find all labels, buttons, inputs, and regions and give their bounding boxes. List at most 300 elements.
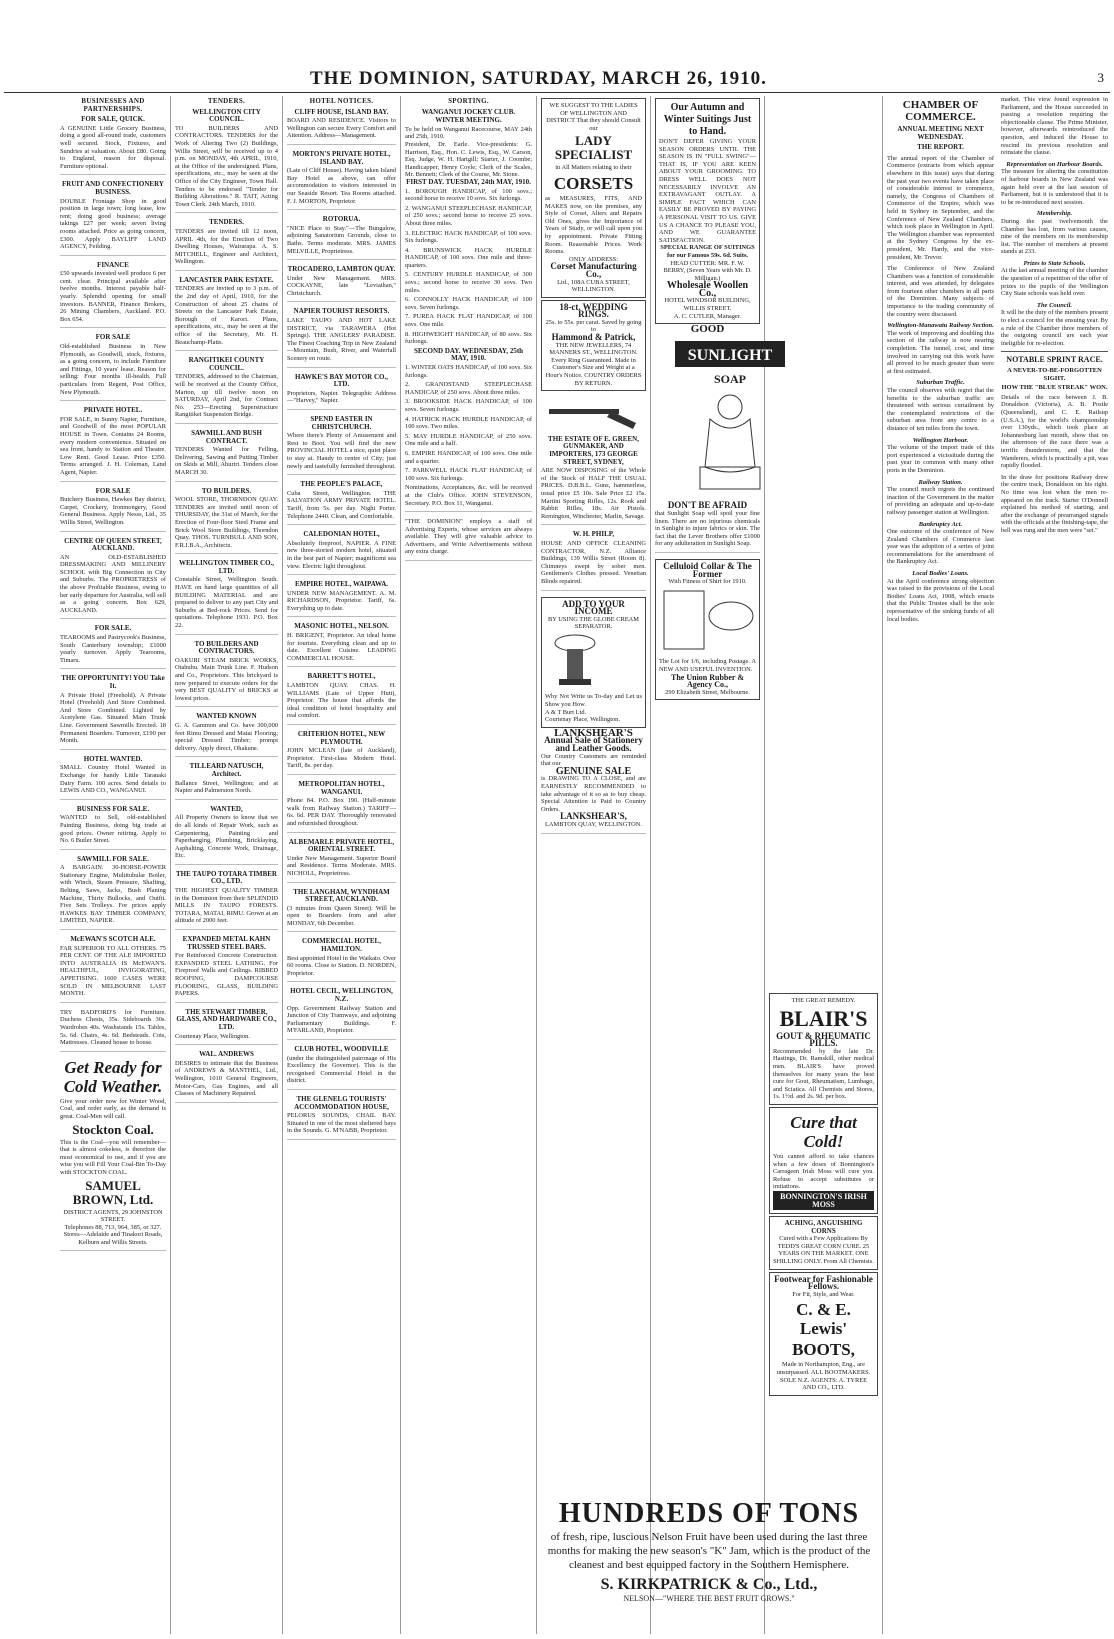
tender-ad: [175, 488, 278, 555]
sunlight-caption: DON'T BE AFRAID: [667, 500, 748, 511]
column-heading: BUSINESSES AND PARTNERSHIPS.: [81, 97, 145, 113]
tender-ad: [175, 277, 278, 351]
business-ad: [60, 625, 166, 669]
hotel-ad-title: MASONIC HOTEL, NELSON.: [294, 622, 389, 631]
race-entry: 8. HIGHWEIGHT HANDICAP, of 80 sovs. Six furlongs.: [405, 330, 532, 346]
boots-product: BOOTS,: [792, 1340, 855, 1360]
business-ad-body: £50 upwards invested well produce 6 per cent. clear. Principal available after twelve months. Interest payable half-yearly. Splendid opening for small investors. BANNER, Finance Brokers, 26 Mining Chambers, Auckland. P.O. Box 654.: [60, 270, 166, 323]
hotel-ad-title: THE PEOPLE'S PALACE,: [300, 480, 383, 489]
corsets-ad: [541, 98, 646, 298]
business-ad-title: SAWMILL FOR SALE.: [77, 854, 149, 863]
race-list: [405, 188, 532, 346]
hotel-ad: [287, 151, 396, 210]
celluloid-address: 299 Elizabeth Street, Melbourne.: [665, 688, 750, 696]
tender-ad-body: Ballance Street, Wellington; and at Napier and Palmerston North.: [175, 779, 278, 795]
race-entry: 1. BOROUGH HANDICAP, of 100 sovs.; second horse to receive 10 sovs. Six furlongs.: [405, 187, 532, 203]
hotel-ad-body: (under the distinguished patronage of His Excellency the Governor). This is the recognised Commercial Hotel in the district.: [287, 1054, 396, 1085]
chamber-column: [885, 96, 996, 1634]
lankshear-body-2: is DRAWING TO A CLOSE, and are EARNESTLY RECOMMENDED to take advantage of it so as to buy cheap. Special Attention is Paid to Country Orders.: [541, 775, 646, 813]
tender-ad: [175, 1051, 278, 1103]
suits-manager: A. C. CUTLER, Manager.: [673, 312, 742, 320]
column-divider: [170, 96, 171, 1634]
business-ad: [60, 856, 166, 930]
business-ad-title: McEWAN'S SCOTCH ALE.: [70, 935, 156, 944]
hotel-ad-body: Absolutely fireproof, NAPIER. A FINE new three-storied modern hotel, situated in the best part of Napier; magnificent sea view. Electric light throughout.: [287, 539, 396, 570]
corns-headline: ACHING, ANGUISHING CORNS: [784, 1219, 863, 1235]
separator-sub: BY USING THE GLOBE CREAM SEPARATOR.: [548, 615, 639, 631]
lankshear-address: LAMBTON QUAY, WELLINGTON.: [545, 820, 642, 828]
tender-ad: [175, 109, 278, 214]
business-ad-body: Old-established Business in New Plymouth, as Goodwill, stock, fixtures, as a going concern, to include Furniture and Fittings, 10 years' lease. Reason for selling: Four months ill-health. Full particulars from Regent, Post Office, New Plymouth.: [60, 343, 166, 396]
hotel-ad: [287, 216, 396, 260]
tender-ad-title: LANCASTER PARK ESTATE.: [179, 275, 274, 284]
market-p3: During the past twelvemonth the Chamber has lost, from various causes, nine of the members on its membership list. The number of members at present stands at 233.: [1001, 217, 1108, 256]
hotel-ad: [287, 938, 396, 982]
corsets-headline: LADY SPECIALIST: [554, 133, 633, 163]
column-divider: [536, 96, 537, 1634]
corsets-intro: WE SUGGEST TO THE LADIES OF WELLINGTON AND DISTRICT That they should Consult our: [546, 102, 641, 132]
gun-illustration-icon: [541, 393, 641, 433]
hotel-ad-body: Under New Management. MRS. COCKAYNE, late "Leviathan," Christchurch.: [287, 274, 396, 297]
kirkpatrick-jam-ad: [536, 1498, 882, 1618]
tender-ad-title: RANGITIKEI COUNTY COUNCIL.: [188, 356, 265, 372]
race-entry: 4. HATRICK HACK HURDLE HANDICAP, of 100 sovs. Two miles.: [405, 415, 532, 431]
day-two: SECOND DAY. WEDNESDAY, 25th MAY, 1910.: [413, 346, 524, 363]
chamber-h-loans: Local Bodies' Loans.: [912, 570, 969, 578]
hotel-ad: [287, 416, 396, 475]
hotel-ad-title: HAWKE'S BAY MOTOR CO., LTD.: [295, 372, 388, 389]
separator-ad: [541, 597, 646, 728]
coal-sub: DISTRICT AGENTS, 29 JOHNSTON STREET.: [63, 1208, 163, 1224]
tender-ad-body: All Property Owners to know that we do all kinds of Repair Work, such as Carpentering, Painting and Paperhanging, Plumbing, Bricklaying, Asphalting, Concrete Work, Drainage, Etc.: [175, 814, 278, 860]
business-ad-title: CENTRE OF QUEEN STREET, AUCKLAND.: [64, 536, 162, 553]
tender-ad-body: OAKURI STEAM BRICK WORKS, Otahuhu. Main Trunk Line. F. Hudson and Co., Proprietors. This brickyard is now prepared to execute orders for the very BEST QUALITY of BRICKS at lowest prices.: [175, 656, 278, 702]
hotel-ad: [287, 988, 396, 1040]
tender-ad-body: For Reinforced Concrete Construction. EXPANDED STEEL LATHING. For Fireproof Walls and Ceilings. RIBBED ROOFING, DAMPCOURSE FLOORING, GLASS, BUILDING PAPERS.: [175, 952, 278, 998]
tender-ad-title: WANTED,: [210, 804, 243, 813]
business-ad-title: FRUIT AND CONFECTIONERY BUSINESS.: [62, 180, 164, 196]
coal-ad: [60, 1058, 166, 1252]
sunlight-top: GOOD: [690, 323, 725, 336]
business-ad-title: PRIVATE HOTEL.: [83, 406, 143, 415]
hotel-ad-body: Best appointed Hotel in the Waikato. Over 60 rooms. Close to Station. D. NORDEN, Proprietor.: [287, 954, 396, 977]
business-ad: [60, 1009, 166, 1052]
chamber-p8: At the April conference strong objection was raised to the provisions of the Local Bodies' Loans Act, 1908, which enacts that the Public Trustee shall be the sole representative of the sinking funds of all local bodies.: [887, 577, 994, 623]
suits-body: DON'T DEFER GIVING YOUR SEASON ORDERS UNTIL THE SEASON IS IN "FULL SWING"—THAT IS, IF YOU ARE KEEN ABOUT YOUR GROOMING. TO DRESS WELL DOES NOT NECESSARILY INVOLVE AN EXTRAVAGANT OUTLAY. A SIMPLE FACT WHICH CAN EASILY BE PROVED BY PAYING A PERSONAL VISIT TO US. GIVE US A CHANCE TO PLEASE YOU, AND WE GUARANTEE SATISFACTION.: [659, 138, 756, 244]
market-p1: market. This view found expression in Parliament, and the House succeeded in passing a resolution requiring the objectionable clause. The Prime Minister, however, afterwards reintroduced the question, and induced the House to rescind its previous resolution and reinstate the clause.: [1001, 96, 1108, 157]
separator-maker: A & T Burt Ltd.: [545, 708, 587, 716]
column-divider: [400, 96, 401, 1634]
hotels-column: [285, 96, 398, 1634]
boots-name: C. & E. Lewis': [796, 1300, 851, 1339]
ads-column-5: [539, 96, 648, 1634]
business-ad-title: FOR SALE, QUICK.: [81, 115, 145, 124]
hotel-ad-title: THE GLENELG TOURISTS' ACCOMMODATION HOUSE,: [294, 1094, 389, 1111]
hotel-ad-title: BARRETT'S HOTEL,: [307, 672, 376, 681]
blair-name: BLAIR'S: [779, 1005, 868, 1031]
blair-body: Recommended by the late Dr. Hastings, Dr. Ramskill, other medical men. BLAIR'S have proved themselves for many years the best cure for Gout, Rheumatism, Lumbago, and Sciatica. All Chemists and Stores, 1s. 1½d. and 2s. 9d. per box.: [773, 1047, 874, 1101]
hotel-ad-body: BOARD AND RESIDENCE. Visitors to Wellington can secure Every Comfort and Attention. Address—Management.: [287, 117, 396, 140]
hotel-ad-title: THE LANGHAM, WYNDHAM STREET, AUCKLAND.: [293, 887, 390, 904]
sunlight-soap-word: SOAP: [713, 371, 747, 386]
business-ad-body: A GENUINE Little Grocery Business, doing a good all-round trade, customers well secured. Stock, Fixtures, and Sundries at valuation. About £80. Going to England, reason for disposal. Furniture optional.: [60, 124, 166, 170]
lankshear-sale: GENUINE SALE: [555, 765, 632, 777]
suits-address: HOTEL WINDSOR BUILDING, WILLIS STREET.: [664, 297, 751, 313]
tender-ad-title: TENDERS.: [209, 218, 244, 227]
celluloid-sub: With Fitness of Shirt for 1910.: [668, 578, 747, 586]
hotel-ad-title: CRITERION HOTEL, NEW PLYMOUTH.: [297, 730, 386, 746]
hotel-ad: [287, 109, 396, 145]
tender-ad-body: TENDERS Wanted for Felling, Delivering, Sawing and Putting Timber on Skids at Mill, Ahuriri. Tenders close MARCH 30.: [175, 446, 278, 476]
separator-illustration-icon: [545, 631, 605, 691]
boots-headline: Footwear for Fashionable Fellows.: [774, 1273, 873, 1292]
hotel-ad-title: CALEDONIAN HOTEL,: [303, 530, 380, 539]
hotel-ad: [287, 374, 396, 410]
rings-sub: THE NEW JEWELLERS, 74 MANNERS ST., WELLINGTON.: [549, 341, 638, 357]
hotel-ad: [287, 889, 396, 933]
cure-product: BONNINGTON'S IRISH MOSS: [773, 1191, 874, 1210]
tender-ad-title: SAWMILL AND BUSH CONTRACT.: [191, 428, 262, 445]
business-ad: [60, 116, 166, 175]
hotel-ad-title: EMPIRE HOTEL, WAIPAWA.: [294, 580, 389, 589]
ads-column-7: [767, 96, 880, 1634]
hotel-ad-body: Opp. Government Railway Station and Junction of City Tramways, and adjoining Parliamentary Buildings. F. M'FARLAND, Proprietor.: [287, 1004, 396, 1035]
chamber-h-station: Railway Station.: [918, 478, 963, 486]
tender-ad: [175, 219, 278, 271]
coal-body-2: This is the Coal—you will remember—that is almost cokeless, is therefore the most economical to use, and if you are wise you will Fill Your Coal-Bin To-Day with STOCKTON COAL.: [60, 1138, 166, 1176]
meeting-intro: To be held on Wanganui Racecourse, MAY 24th and 25th, 1910.: [405, 125, 532, 141]
business-ad: [60, 262, 166, 329]
hotel-ad-title: METROPOLITAN HOTEL, WANGANUI.: [298, 779, 385, 796]
hotel-ad-body: (Late of Cliff House). Having taken Island Bay Hotel as above, can offer accommodation to visitors interested in our Seaside Resort. Tea Rooms attached. F. J. MORTON, Proprietor.: [287, 167, 396, 205]
lankshear-body: Our Country Customers are reminded that our: [541, 752, 646, 768]
business-ad-title: FOR SALE: [95, 486, 131, 495]
chamber-headline: CHAMBER OF COMMERCE.: [902, 99, 979, 123]
corsets-only: ONLY ADDRESS:: [568, 255, 618, 263]
hotel-ad-title: CLUB HOTEL, WOODVILLE: [294, 1045, 389, 1053]
hotel-ad-body: PELORUS SOUNDS, CHAIL BAY. Situated in one of the most sheltered bays in the Sounds. G. M'NABB, Proprietor.: [287, 1112, 396, 1135]
rings-ad: [541, 300, 646, 392]
hotel-ad-title: ROTORUA.: [322, 215, 361, 224]
celluloid-body: The Lot for 1/6, including Postage. A NEW AND USEFUL INVENTION.: [659, 658, 756, 673]
column-heading: HOTEL NOTICES.: [309, 97, 374, 105]
chamber-h-rail: Wellington-Manawatu Railway Section.: [887, 322, 994, 330]
tender-ad-title: WELLINGTON TIMBER CO., LTD.: [178, 559, 275, 575]
hotel-ad-body: LAMBTON QUAY. CHAS. H. WILLIAMS (Late of Upper Hutt), Proprietor. The house that affords the ideal condition of hotel hospitality and real comfort.: [287, 682, 396, 720]
boots-ad: [769, 1272, 878, 1396]
hotel-ad: [287, 623, 396, 667]
blair-product: GOUT & RHEUMATIC PILLS.: [776, 1030, 871, 1049]
hotel-ad-body: Where there's Plenty of Amusement and Rest to Boot. You will find the new PROVINCIAL HOTEL a nice, quiet place to stay at. Handy to centre of City; just newly and tastefully furnished throughout.: [287, 432, 396, 470]
sprint-p2: In the draw for positions Railway drew the centre track, Donaldson on his right. No time was lost when the men re-appeared on the track. Starter O'Donnell explained his method of starting, and after the exchange of prearranged signals with the officials at the finishing-tape, the bell was rung and the men were "set.": [1001, 473, 1108, 534]
cure-headline: Cure that Cold!: [790, 1112, 857, 1151]
hotel-ad: [287, 581, 396, 617]
business-ad: [60, 675, 166, 749]
tender-ad-title: TILLEARD NATUSCH, Architect.: [189, 762, 264, 778]
boots-body: Made in Northampton, Eng., are unsurpassed. ALL BOOTMAKERS. SOLE N.Z. AGENTS: A. TYREE AND CO., LTD.: [776, 1361, 871, 1392]
hotel-ad: [287, 839, 396, 883]
tender-ad: [175, 763, 278, 799]
sprint-p1: Details of the race between J. B. Donaldson (Victoria), A. B. Postle (Queensland), and C. E. Railsup (U.S.A.), for the world's championship over 130yds., which took place at Johannesburg last month, show that on the afternoon of the race there was a terrific thunderstorm, and that the Wanderers, which is practically a pit, was rapidly flooded.: [1001, 393, 1108, 470]
celluloid-ad: [655, 559, 760, 700]
hotel-ad-title: COMMERCIAL HOTEL, HAMILTON.: [302, 937, 381, 954]
chamber-h-suburban: Suburban Traffic.: [916, 379, 965, 387]
tender-ad-body: DESIRES to intimate that the Business of ANDREWS & MANTHEL, Ltd., Wellington, 1010 General Engineers, Motor-Cars, Gas Engines, and all Classes of Machinery Repaired.: [175, 1059, 278, 1098]
chamber-report: THE REPORT.: [917, 143, 964, 152]
hotel-ad-title: HOTEL CECIL, WELLINGTON, N.Z.: [290, 987, 393, 1004]
market-p4: At the last annual meeting of the chamber the question of a repetition of the offer of prizes to the pupils of the Wellington City State schools was held over.: [1001, 267, 1109, 298]
jam-body: of fresh, ripe, luscious Nelson Fruit have been used during the last three months for making the new season's "K" Jam, which is the product of the cleanest and best equipped factory in the Southern Hemisphere.: [547, 1531, 871, 1571]
guns-ad: [541, 393, 646, 525]
masthead-rule: [4, 92, 1110, 93]
tender-ad: [175, 430, 278, 482]
coal-product: Stockton Coal.: [72, 1121, 154, 1137]
hotel-ads: [285, 109, 398, 1140]
business-ad-body: TRY BADFORD'S for Furniture. Duchess Chests, 35s. Sideboards 30s. Wardrobes 40s. Washstands 15s. Tables, 5s. 6d. Chairs, 4s. 6d. Bedsteads. Cots, Mattresses. Cleaned house to house.: [60, 1008, 166, 1047]
chamber-p7: One outcome of the conference of New Zealand Chambers of Commerce last year was the adoption of a series of joint recommendations for the amendment of the Bankruptcy Act.: [887, 528, 994, 566]
corsets-company: Corset Manufacturing Co.,: [550, 261, 637, 279]
corsets-product: CORSETS: [553, 173, 634, 193]
cure-body: You cannot afford to take chances when a few doses of Bonnington's Carrageen Irish Moss will cure you. Refuse to accept substitutes or imitations.: [773, 1152, 874, 1191]
tender-ad-body: G. A. Gammon and Co. have 300,000 feet Rimu Dressed and Matai Flooring; special Dressed Timber; prompt delivery. Apply direct, Ohakune.: [175, 721, 278, 752]
business-ad: [60, 181, 166, 255]
race-list: [405, 364, 532, 482]
celluloid-headline: Celluloid Collar & The Former: [663, 561, 752, 579]
business-ad-body: SMALL Country Hotel Wanted in Exchange for handy Little Taranaki Dairy Farm. 100 acres. Send details to LEWIS AND CO., WANGANUI.: [60, 764, 166, 795]
tender-ad: [175, 806, 278, 865]
race-entry: 4. BRUNSWICK HACK HURDLE HANDICAP, of 100 sovs. One mile and three-quarters.: [405, 246, 532, 269]
coal-stores: Stores—Adelaide and Tinakori Roads, Kelburn and Willis Streets.: [63, 1231, 163, 1246]
suits-headline: Our Autumn and Winter Suitings Just to Hand.: [663, 102, 752, 137]
hotel-ad-body: Under New Management. Superior Board and Residence. Terms Moderate. MRS. NICHOLL, Proprietress.: [287, 854, 396, 877]
race-entry: 2. GRANDSTAND STEEPLECHASE HANDICAP, of 250 sovs. About three miles.: [405, 381, 532, 396]
hotel-ad-body: H. BRIGENT, Proprietor. An ideal home for tourists. Everything clean and up to date. Excellent Cuisine. LEADING COMMERCIAL HOUSE.: [287, 632, 396, 662]
hotel-ad-body: (3 minutes from Queen Street). Will be open to Boarders from and after MONDAY, 6th December.: [287, 904, 396, 927]
officers: President, Dr. Earle. Vice-presidents: G. Harrison, Esq., Hon. C. Lewis, Esq., W. Carson, Esq. Judge, W. H. Hartgill; Starter, J. Coombe; Handicapper, Henry Coyle; Clerk of the Scales, Mr. Bennett; Clerk of the Course, Mr. Stone.: [405, 140, 532, 179]
hotel-ad-title: CLIFF HOUSE, ISLAND BAY.: [294, 107, 389, 116]
business-ad: [60, 488, 166, 532]
market-p5: It will be the duty of the members present to elect a council for the ensuing year. By a rule of the Chamber three members of the outgoing council are each year ineligible for re-election.: [1001, 309, 1108, 347]
club-name: WANGANUI JOCKEY CLUB.: [421, 107, 516, 116]
hotel-ad: [287, 1096, 396, 1140]
sporting-column: [403, 96, 534, 1634]
business-ad-title: FOR SALE.: [94, 624, 132, 633]
race-entry: 6. EMPIRE HANDICAP, of 100 sovs. One mile and a quarter.: [405, 449, 532, 465]
hotel-ad-body: LAKE TAUPO AND HOT LAKE DISTRICT, via TARAWERA (Hot Springs). THE ANGLERS' PARADISE. The Finest Coaching Trip in New Zealand—Mountain, Bush, River, and Waterfall Scenery en route.: [287, 317, 396, 363]
chamber-p4: The council observes with regret that the benefits to the suburban traffic are threatened with serious curtailment by the contemplated restrictions of the suburban area from any centre to a distance of ten miles from the town.: [887, 387, 994, 432]
tender-ad-title: TO BUILDERS AND CONTRACTORS.: [194, 639, 259, 656]
boots-sub: For Fit, Style, and Wear.: [792, 1290, 855, 1298]
tender-ad-body: TENDERS, addressed to the Chairman, will be received at the County Office, Marton, up till twelve noon on SATURDAY, April 2nd, for Contract No. 253—Erecting Superstructure Rangitikei Suspension Bridge.: [175, 373, 278, 419]
chamber-h-bankruptcy: Bankruptcy Act.: [918, 520, 963, 528]
sprint-sub: A NEVER-TO-BE-FORGOTTEN SIGHT.: [1007, 367, 1102, 382]
tender-ads: [173, 109, 280, 1103]
hotel-ad-title: ALBEMARLE PRIVATE HOTEL, ORIENTAL STREET.: [288, 837, 395, 854]
hotel-ad-body: Phone 84. P.O. Box 190. (Half-minute walk from Railway Station.) TARIFF—6s. 6d. PER DAY. Thoroughly renovated and refurnished throughout.: [287, 797, 396, 827]
market-p2: The measure for altering the constitution of harbour boards in New Zealand was again held over at the last session of Parliament, but it is understood that it is to be re-introduced next session.: [1001, 168, 1108, 206]
column-divider: [882, 96, 883, 1634]
business-ad: [60, 806, 166, 850]
hotel-ad-body: Cuba Street, Wellington. THE SALVATION ARMY PRIVATE HOTEL. Tariff, from 5s. per day. Night Porter. Telephone 2440. Clean, and Comfortable.: [287, 489, 396, 520]
race-entry: 7. PARKWELL HACK FLAT HANDICAP, of 100 sovs. Six furlongs.: [405, 467, 532, 482]
hotel-ad-body: Proprietors, Napier. Telegraphic Address—"Harvey," Napier.: [287, 389, 396, 405]
hotel-ad-title: TROCADERO, LAMBTON QUAY.: [287, 265, 396, 274]
business-ad-title: FOR SALE: [95, 333, 131, 342]
race-entry: 1. WINTER OATS HANDICAP, of 100 sovs. Six furlongs.: [405, 364, 532, 379]
column-divider: [282, 96, 283, 1634]
hotel-ad: [287, 266, 396, 302]
hotel-ad-title: MORTON'S PRIVATE HOTEL, ISLAND BAY.: [292, 149, 391, 166]
jockey-club-ad: [405, 109, 532, 513]
column-divider: [650, 96, 651, 1634]
jam-address: NELSON—"WHERE THE BEST FRUIT GROWS.": [623, 1594, 795, 1603]
business-ad-title: THE OPPORTUNITY! YOU Take It.: [61, 674, 165, 690]
dominion-note-text: "THE DOMINION" employs a staff of Advertising Experts, whose services are always available. They will give valuable advice to Advertisers, and Write Advertisements without any extra charge.: [405, 518, 532, 556]
corsets-sub: in All Matters relating to their: [555, 164, 632, 172]
hotel-ad: [287, 673, 396, 725]
race-entry: 5. MAY HURDLE HANDICAP, of 250 sovs. One mile and a half.: [405, 432, 532, 448]
tender-ad-body: Courtenay Place, Wellington.: [175, 1032, 250, 1040]
tender-ad-title: WELLINGTON CITY COUNCIL.: [192, 107, 261, 124]
rings-company: Hammond & Patrick,: [551, 332, 636, 343]
ads-column-6: [653, 96, 773, 1634]
tender-ad-title: THE STEWART TIMBER, GLASS, AND HARDWARE CO., LTD.: [176, 1007, 277, 1031]
business-ads: [58, 116, 168, 1052]
philp-name: W. H. PHILP,: [572, 530, 615, 539]
tender-ad-title: TO BUILDERS.: [201, 486, 252, 495]
race-entry: 5. CENTURY HURDLE HANDICAP, of 300 sovs.; second horse to receive 30 sovs. Two miles.: [405, 271, 532, 294]
jam-headline: HUNDREDS OF TONS: [558, 1498, 860, 1529]
dominion-note: [405, 518, 532, 561]
corsets-address: Ltd., 108A CUBA STREET, WELLINGTON.: [557, 278, 630, 294]
separator-headline: ADD TO YOUR INCOME: [562, 598, 625, 617]
business-ad: [60, 334, 166, 401]
coal-company: SAMUEL BROWN, Ltd.: [72, 1177, 154, 1207]
column-heading: SPORTING.: [448, 97, 489, 105]
business-ad-body: A Private Hotel (Freehold). A Private Hotel (Freehold) And Store Combined. And Store Combined. Lighted by Acetylene Gas. Situated Main Trunk Line. Government Sawmills Erected. 18 Permanent Boarders. Turnover, £190 per Month.: [60, 691, 166, 745]
tender-ad-title: WAL. ANDREWS: [199, 1050, 254, 1059]
market-h-council: The Council.: [1036, 301, 1073, 309]
tender-ad: [175, 871, 278, 930]
race-entry: 6. CONNOLLY HACK HANDICAP, of 100 sovs. Seven furlongs.: [405, 296, 532, 311]
sprint-how: HOW THE "BLUE STREAK" WON.: [1001, 384, 1108, 392]
suits-special: SPECIAL RANGE OF SUITINGS for our Famous 59s. 6d. Suits.: [660, 244, 755, 259]
hotel-ad-title: NAPIER TOURIST RESORTS.: [293, 307, 390, 316]
market-h-prizes: Prizes to State Schools.: [1023, 259, 1086, 267]
philp-body: HOUSE AND OFFICE CLEANING CONTRACTOR, N.Z. Alliance Buildings, 139 Willis Street (Room 8). Chimneys swept by sober men. Gentlemen's Clothes pressed. Venetian Blinds repaired.: [541, 539, 646, 585]
rings-price: 25s. to 55s. per carat. Saved by going to: [545, 318, 642, 334]
blair-top: THE GREAT REMEDY.: [791, 997, 856, 1004]
hotel-ad: [287, 731, 396, 775]
chamber-p3: The work of improving and doubling this section of the railway is now nearing completion. The tunnel, cost, and time involved in carrying out this work have all proved to be much greater than were at first estimated.: [887, 329, 994, 375]
hotel-ad-body: "NICE Place to Stay."—The Bungalow, adjoining Sanatorium Grounds, close to Baths. Terms moderate. MRS. JAMES MELVILLE, Proprietress.: [287, 224, 396, 255]
lankshear-ad: [541, 726, 646, 834]
tender-ad: [175, 357, 278, 424]
business-ad-body: A BARGAIN. 30-HORSE-POWER Stationary Engine, Multitubular Boiler, with Winch, Steam Pressure, Shafting, Belting, Saws, Jacks, Bush Planing Machine, Thirty Bullocks, and Outfit. Five Sets Trolleys. For prices apply HAWKES BAY TIMBER COMPANY, LIMITED, NAPIER.: [60, 864, 166, 925]
coal-phone: Telephones 88, 713, 964, 385, or 327.: [64, 1223, 162, 1231]
tender-ad-body: THE HIGHEST QUALITY TIMBER in the Dominion from their SPLENDID MILLS IN TAUPO FORESTS. TOTARA, MATAI, RIMU. Grown at an altitude of 2000 feet.: [175, 887, 278, 925]
rings-headline: 18-ct. WEDDING RINGS.: [559, 301, 628, 320]
tender-ad: [175, 713, 278, 757]
hotel-ad: [287, 481, 396, 525]
race-entry: 7. PUREA HACK FLAT HANDICAP, of 100 sovs. One mile.: [405, 313, 532, 329]
tender-ad: [175, 641, 278, 708]
hotel-ad-body: JOHN MCLEAN (late of Auckland), Proprietor. First-class Modern Hotel. Tariff, 8s. per day.: [287, 747, 396, 770]
rings-body: Every Ring Guaranteed. Made in Customer's Size and Weight at a Hour's Notice. COUNTRY ORDERS BY RETURN.: [545, 356, 642, 387]
newspaper-title: THE DOMINION, SATURDAY, MARCH 26, 1910.: [310, 68, 767, 89]
tender-ad: [175, 936, 278, 1003]
hotel-ad: [287, 531, 396, 575]
philp-ad: [541, 531, 646, 590]
page-number: 3: [1097, 70, 1104, 85]
tender-ad-title: WANTED KNOWN: [196, 712, 257, 721]
tender-ad-body: TO BUILDERS AND CONTRACTORS. TENDERS for the Work of Altering Two (2) Buildings, Willis Street, will be received up to 4 p.m. on MONDAY, 4th APRIL, 1910, at the Office of the undersigned. Plans, specifications, etc., may be seen at the Office of the City Engineer, Town Hall. Tenders to be endorsed "Tender for Building Alterations." R. TAIT, Acting Town Clerk. 24th March, 1910.: [175, 124, 278, 208]
business-ad-body: TEAROOMS and Pastrycook's Business, South Canterbury township; £1000 yearly turnover. Apply Tearooms, Timaru.: [60, 634, 166, 664]
business-ad-body: FAR SUPERIOR TO ALL OTHERS. 75 PER CENT. OF THE ALE IMPORTED INTO AUSTRALIA IS McEWAN'S. HEALTHFUL, INVIGORATING, APPETISING. 1600 CASES WERE SOLD IN MELBOURNE LAST MONTH.: [60, 944, 166, 998]
market-h-membership: Membership.: [1036, 210, 1073, 218]
corns-body: Cured with a Few Applications By TEDD'S GREAT CORN CURE. 25 YEARS ON THE MARKET. ONE SHILLING ONLY. From All Chemists.: [773, 1235, 874, 1266]
guns-body: ARE NOW DISPOSING of the Whole of the Stock of HALF THE USUAL PRICES. D.B.B.L. Guns, hammerless, usual price £5 10s. Sale Price £2 15s. Martini Sporting Rifles, 12s. Rook and Rabbit Rifles, 18s. Air Pistols. Remington, Winchester, Marlin, Savage.: [541, 467, 646, 520]
business-ad-body: Butchery Business, Hawkes Bay district, Carpet, Crockery, Ironmongery, Good General Business. Apply Nesss, Ltd., 35 Willis Street, Wellington.: [60, 496, 166, 526]
tender-ad: [175, 1009, 278, 1045]
tender-ad-body: Constable Street, Wellington South. HAVE on hand large quantities of all BUILDING MATERIAL and are prepared to deliver to any part City and Suburbs at Bed-rock Prices. Send for quotations. Telephone 1931. P.O. Box 22.: [175, 576, 278, 630]
race-entry: 3. ELECTRIC HACK HANDICAP, of 100 sovs. Six furlongs.: [405, 229, 532, 245]
collar-illustration-icon: [659, 586, 759, 656]
business-ad: [60, 756, 166, 800]
sprint-headline: NOTABLE SPRINT RACE.: [1006, 355, 1103, 365]
sunlight-name: SUNLIGHT: [687, 346, 773, 364]
business-ad-title: BUSINESS FOR SALE.: [76, 804, 150, 813]
day-one: FIRST DAY. TUESDAY, 24th MAY, 1910.: [406, 177, 531, 186]
business-ad-title: HOTEL WANTED.: [83, 754, 143, 763]
tenders-column: [173, 96, 280, 1634]
business-ad: [60, 407, 166, 481]
suits-cutter: HEAD CUTTER: MR. F. W. BERRY, (Seven Years with Mr. D. Milligan.): [663, 259, 752, 282]
tender-ad-body: WOOL STORE, THORNDON QUAY. TENDERS are invited until noon of THURSDAY, the 31st of March, for the Erection of Four-floor Steel Frame and Brick Wool Store Buildings, Thorndon Quay. THOS. TURNBULL AND SON, F.R.I.B.A., Architects.: [175, 496, 278, 549]
tender-ad-title: THE TAUPO TOTARA TIMBER CO., LTD.: [176, 869, 277, 886]
column-7-spacer: [767, 96, 880, 991]
suits-ad: [655, 98, 760, 324]
market-h-harbour: Representation on Harbour Boards.: [1006, 160, 1103, 168]
chamber-h-harbour: Wellington Harbour.: [912, 436, 969, 444]
suits-company: Wholesale Woollen Co.,: [666, 280, 749, 299]
cure-cold-ad: [769, 1107, 878, 1214]
celluloid-company: The Union Rubber & Agency Co.,: [671, 672, 744, 690]
hotel-ad-title: SPEND EASTER IN CHRISTCHURCH.: [310, 415, 373, 431]
hotel-ad-body: UNDER NEW MANAGEMENT. A. M. RICHARDSON, Proprietor. Tariff, 6s. Everything up to date.: [287, 589, 396, 612]
business-ad-body: FOR SALE, in Sunny Napier, Furniture, and Goodwill of the most POPULAR HOUSE in Town. Contains 24 Rooms, every modern convenience. Situated on sea front, handy to Station and Theatre. Low Rent. Good Lease. Price £350. Terms arranged. J. H. Coleman, Land Agent, Napier.: [60, 415, 166, 476]
column-heading: TENDERS.: [207, 97, 246, 105]
chamber-p2: The Conference of New Zealand Chambers was a function of considerable interest, and was attended, by delegates from fourteen other chambers in all parts of the Dominion. Many subjects of importance to the trading community of the country were discussed.: [887, 265, 994, 318]
sunlight-soap-ad: [655, 323, 773, 553]
market-column: [999, 96, 1110, 1634]
sporting-footer: Nominations, Acceptances, &c. will be received at the Club's Office. JOHN STEVENSON, Secretary. P.O. Box 11, Wanganui.: [405, 484, 532, 507]
business-ad-body: DOUBLE Frontage Shop in good position in large town; long lease, low rent; doing good business; average takings £27 per week; seven living rooms attached. Price as going concern, £300. Apply BAYLIFF LAND AGENCY, Feilding.: [60, 197, 166, 251]
corns-ad: [769, 1216, 878, 1270]
hotel-ad: [287, 781, 396, 833]
lankshear-headline: Annual Sale of Stationery and Leather Goods.: [544, 735, 643, 754]
business-ad-body: WANTED to Sell, old-established Painting Business, doing big trade at good prices. Owner retiring. Apply to No. 6 Butler Street.: [60, 814, 166, 845]
lankshear-company-2: LANKSHEAR'S,: [560, 811, 627, 822]
tender-ad-body: TENDERS are invited till 12 noon, APRIL 4th, for the Erection of Two Dwelling Houses, Wairarapa. A. S. MITCHELL, Engineer and Architect, Wellington.: [175, 227, 278, 266]
chamber-sub: ANNUAL MEETING NEXT WEDNESDAY.: [897, 125, 984, 141]
tender-ad: [175, 560, 278, 634]
tender-ad-body: TENDERS are invited up to 3 p.m. of the 2nd day of April, 1910, for the Construction of about 25 chains of Streets on the Lancaster Park Estate, Borough of Karori. Plans, specifications, etc., may be seen at the office of the Secretary, Mr. H. Beauchamp-Platts.: [175, 285, 278, 346]
chamber-p1: The annual report of the Chamber of Commerce (extracts from which appear elsewhere in this issue) says that during the past year two events have taken place of considerable interest to commerce, namely, the Congress of Chambers of Commerce of the Empire, which was held in Sydney in September, and the Conference of New Zealand Chambers, which took place in Wellington in April. The Wellington chamber was represented at the Sydney Congress by the ex-president, Mr. Hardy, and the vice-president, Mr. Trevor.: [887, 154, 994, 261]
hotel-ad: [287, 308, 396, 367]
guns-headline: THE ESTATE OF E. GREEN, GUNMAKER, AND IMPORTERS, 173 GEORGE STREET, SYDNEY,: [548, 434, 639, 466]
separator-side: Why Not Write us To-day and Let us Show you How.: [545, 693, 642, 709]
